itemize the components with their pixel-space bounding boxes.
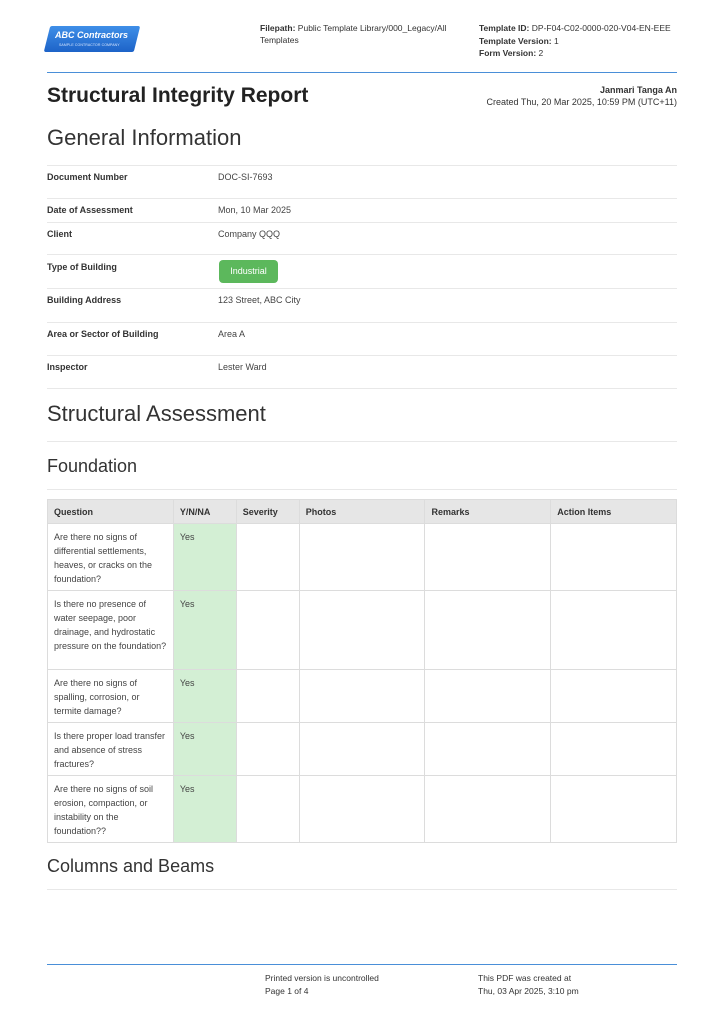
general-info-heading: General Information	[47, 125, 242, 150]
photos-cell	[299, 723, 425, 776]
divider	[47, 254, 677, 255]
report-created: Created Thu, 20 Mar 2025, 10:59 PM (UTC+11)	[486, 96, 677, 107]
answer-cell: Yes	[173, 524, 236, 591]
form-version-label: Form Version:	[479, 48, 537, 58]
photos-cell	[299, 591, 425, 670]
divider	[47, 322, 677, 323]
page-header	[47, 16, 677, 72]
remarks-cell	[425, 723, 551, 776]
columns-beams-heading: Columns and Beams	[47, 856, 215, 876]
template-meta	[479, 22, 679, 60]
report-author-block	[486, 85, 677, 108]
field-value: DOC-SI-7693	[218, 172, 273, 182]
table-row	[48, 670, 677, 723]
divider	[47, 388, 677, 389]
pdf-created-label: This PDF was created at	[478, 973, 572, 983]
answer-cell: Yes	[173, 776, 236, 843]
filepath-value: Public Template Library/000_Legacy/All Templates	[260, 23, 447, 45]
table-row	[48, 591, 677, 670]
footer-pdf-info	[478, 972, 579, 997]
field-label: Area or Sector of Building	[47, 329, 159, 339]
field-label: Client	[47, 229, 73, 239]
template-version-value: 1	[553, 35, 559, 46]
foundation-table	[47, 499, 677, 843]
footer-rule	[47, 964, 677, 965]
remarks-cell	[425, 591, 551, 670]
column-header-answer: Y/N/NA	[173, 500, 236, 524]
action-items-cell	[551, 723, 677, 776]
field-label: Type of Building	[47, 262, 117, 272]
field-value: Company QQQ	[218, 229, 281, 239]
divider	[47, 165, 677, 166]
question-cell: Is there no presence of water seepage, poor drainage, and hydrostatic pressure on the foundation?	[48, 591, 174, 670]
question-cell: Are there no signs of differential settlements, heaves, or cracks on the foundation?	[48, 524, 174, 591]
building-type-badge: Industrial	[219, 260, 278, 283]
divider	[47, 489, 677, 490]
severity-cell	[236, 723, 299, 776]
action-items-cell	[551, 776, 677, 843]
footer-print-info	[265, 972, 379, 997]
field-label: Building Address	[47, 295, 122, 305]
field-label: Document Number	[47, 172, 128, 182]
photos-cell	[299, 670, 425, 723]
remarks-cell	[425, 670, 551, 723]
foundation-heading: Foundation	[47, 456, 138, 476]
divider	[47, 198, 677, 199]
column-header-remarks: Remarks	[425, 500, 551, 524]
remarks-cell	[425, 524, 551, 591]
action-items-cell	[551, 591, 677, 670]
divider	[47, 222, 677, 223]
table-row	[48, 524, 677, 591]
form-version-value: 2	[538, 48, 544, 58]
company-logo	[47, 26, 139, 54]
answer-cell: Yes	[173, 670, 236, 723]
field-value: Area A	[218, 329, 246, 339]
field-label: Date of Assessment	[47, 205, 133, 215]
logo-tagline: SAMPLE CONTRACTOR COMPANY	[59, 43, 120, 47]
field-value: Lester Ward	[218, 362, 267, 372]
photos-cell	[299, 524, 425, 591]
photos-cell	[299, 776, 425, 843]
template-id-label: Template ID:	[479, 23, 530, 33]
severity-cell	[236, 776, 299, 843]
report-title: Structural Integrity Report	[47, 84, 309, 107]
question-cell: Are there no signs of soil erosion, compaction, or instability on the foundation??	[48, 776, 174, 843]
column-header-severity: Severity	[236, 500, 299, 524]
pdf-created-value: Thu, 03 Apr 2025, 3:10 pm	[478, 985, 579, 996]
severity-cell	[236, 670, 299, 723]
question-cell: Are there no signs of spalling, corrosion, or termite damage?	[48, 670, 174, 723]
divider	[47, 441, 677, 442]
question-cell: Is there proper load transfer and absence of stress fractures?	[48, 723, 174, 776]
action-items-cell	[551, 524, 677, 591]
uncontrolled-notice: Printed version is uncontrolled	[265, 973, 379, 983]
field-value: 123 Street, ABC City	[218, 295, 301, 305]
report-author: Janmari Tanga An	[599, 85, 677, 95]
logo-name: ABC Contractors	[55, 30, 129, 40]
filepath-info	[260, 22, 460, 46]
column-header-action-items: Action Items	[551, 500, 677, 524]
remarks-cell	[425, 776, 551, 843]
structural-assessment-heading: Structural Assessment	[47, 401, 266, 426]
divider	[47, 355, 677, 356]
table-header-row	[48, 500, 677, 524]
table-row	[48, 723, 677, 776]
field-label: Inspector	[47, 362, 88, 372]
template-id-value: DP-F04-C02-0000-020-V04-EN-EEE	[531, 23, 671, 33]
severity-cell	[236, 524, 299, 591]
answer-cell: Yes	[173, 591, 236, 670]
answer-cell: Yes	[173, 723, 236, 776]
field-value: Mon, 10 Mar 2025	[218, 205, 292, 215]
header-rule	[47, 72, 677, 73]
action-items-cell	[551, 670, 677, 723]
divider	[47, 288, 677, 289]
page-number: Page 1 of 4	[265, 985, 309, 996]
template-version-label: Template Version:	[479, 35, 552, 46]
table-row	[48, 776, 677, 843]
divider	[47, 889, 677, 890]
filepath-label: Filepath:	[260, 23, 296, 33]
column-header-photos: Photos	[299, 500, 425, 524]
severity-cell	[236, 591, 299, 670]
column-header-question: Question	[48, 500, 174, 524]
